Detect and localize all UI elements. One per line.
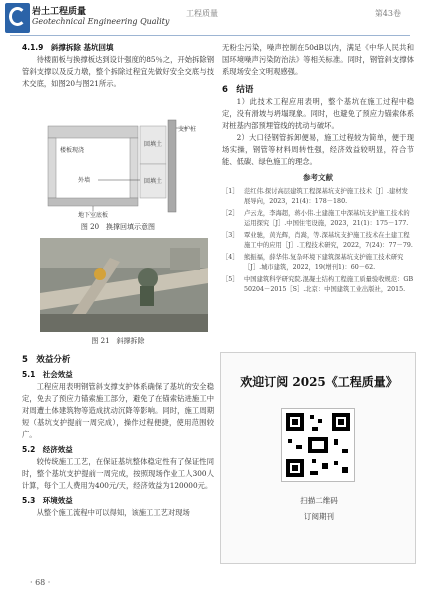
qr-code-icon[interactable] bbox=[281, 408, 355, 482]
figure-20 bbox=[38, 118, 208, 218]
left-column-bottom bbox=[22, 348, 214, 519]
reference-item: ［5］ 中国建筑科学研究院.混凝土结构工程施工质量验收规范：GB 50204－2015［S］.北京：中国建筑工业出版社，2015. bbox=[222, 276, 414, 293]
ad-scan-text: 扫描二维码 bbox=[300, 496, 338, 505]
strut-removal-photo bbox=[40, 238, 208, 332]
left-column-top bbox=[22, 42, 214, 90]
section-6: 6 结语 bbox=[222, 85, 254, 95]
page-number: · 68 · bbox=[30, 578, 51, 587]
section-5-2: 5.2 经济效益 bbox=[22, 445, 73, 454]
label-backfill-upper: 回填土 bbox=[144, 141, 163, 148]
label-backfill-lower: 回填土 bbox=[144, 178, 163, 185]
references-title: 参考文献 bbox=[303, 173, 333, 182]
journal-title-en: Geotechnical Engineering Quality bbox=[32, 17, 170, 26]
conclusion-1: 1）此技术工程应用表明，整个基坑在施工过程中稳定，没有滑坡与坍塌现象。同时，也避免了预应力锚索体系对桩基内部预埋管线的扰动与破坏。 bbox=[222, 97, 414, 130]
paragraph-5-1: 工程应用表明钢管斜支撑支护体系确保了基坑的安全稳定，免去了预应力锚索施工部分，避免了在锚索钻进施工中对周遭土体建筑物等造成扰动沉降等影响。同时，施工周期短（基坑支护提前一周完成），操作过程便捷，使用范围较广。 bbox=[22, 382, 214, 439]
section-5-1: 5.1 社会效益 bbox=[22, 370, 73, 379]
backfill-diagram bbox=[38, 118, 208, 218]
label-basement-slab: 地下室底板 bbox=[78, 212, 109, 218]
figure-21-caption: 图 21 斜撑拆除 bbox=[91, 337, 145, 345]
paragraph-5-2: 较传统施工工艺，在保证基坑整体稳定性有了保证性同时，整个基坑支护提前一周完成，按照现场作业工人300人计算，每个工人费用为400元/天，经济效益为120000元。 bbox=[22, 457, 214, 490]
paragraph-5-3: 从整个施工流程中可以得知，该施工工艺对现场 bbox=[36, 508, 190, 517]
figure-20-caption: 图 20 换撑回填示意图 bbox=[80, 223, 156, 231]
label-floor-slab: 楼板现浇 bbox=[60, 147, 85, 154]
subscription-ad bbox=[220, 352, 416, 564]
label-support-pile: 支护桩 bbox=[178, 126, 197, 133]
header-volume: 第43卷 bbox=[374, 9, 401, 18]
paragraph-4-1-9: 待楼面板与换撑板达到设计强度的85％之，开始拆除钢管斜支撑以及反力墩，整个拆除过程宜先做好安全交底与技术交底，如图20与图21所示。 bbox=[22, 55, 214, 88]
right-column bbox=[222, 42, 414, 297]
reference-item: ［2］ 卢云龙，李海超，蒋小伟.土建施工中深基坑支护施工技术的运用探究［J］.中国住宅设施，2023，21(1)：175－177. bbox=[222, 210, 410, 227]
ad-title: 欢迎订阅 2025《工程质量》 bbox=[240, 375, 398, 389]
reference-item: ［1］ 范红伟.探讨高层建筑工程深基坑支护施工技术［J］.建材发展导向，2023，21(4)：178－180. bbox=[222, 188, 408, 205]
paragraph-environment-cont: 无粉尘污染，噪声控制在50dB以内，满足《中华人民共和国环境噪声污染防治法》等相关标准。同时，钢管斜支撑体系现场安全文明观感强。 bbox=[222, 43, 414, 76]
references-list bbox=[222, 187, 414, 295]
header-section: 工程质量 bbox=[186, 9, 218, 18]
ad-subscribe-text: 订阅期刊 bbox=[304, 512, 334, 521]
figure-21 bbox=[40, 238, 208, 332]
journal-logo bbox=[5, 3, 30, 33]
label-outer-wall: 外墙 bbox=[78, 177, 91, 184]
page-header bbox=[0, 0, 427, 40]
section-5-3: 5.3 环境效益 bbox=[22, 496, 73, 505]
section-4-1-9: 4.1.9 斜撑拆除 基坑回填 bbox=[22, 43, 114, 52]
reference-item: ［4］ 熊振福，薛华伟.复杂环境下建筑深基坑支护施工技术研究［J］.城市建筑，2022，19(增刊1)：60－62. bbox=[222, 254, 404, 271]
conclusion-2: 2）大口径钢管拆卸便易，施工过程较为简单，便于现场实操，钢管等材料周转性强，经济效益较明显，符合节能、低碳、绿色施工的理念。 bbox=[222, 133, 414, 166]
section-5: 5 效益分析 bbox=[22, 355, 71, 365]
journal-title-cn: 岩土工程质量 bbox=[32, 7, 87, 17]
reference-item: ［3］ 覃业驰，黄光辉，肖嵩，等.深基坑支护施工技术在土建工程施工中的应用［J］.工程技术研究，2022，7(24)：77－79. bbox=[222, 232, 413, 249]
header-divider bbox=[10, 35, 410, 36]
